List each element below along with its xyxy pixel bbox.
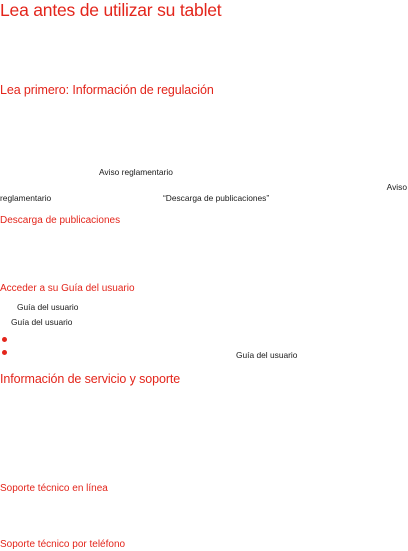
section-heading-downloads: Descarga de publicaciones <box>0 215 121 226</box>
bullet-icon <box>2 337 7 342</box>
bullet-icon <box>2 350 7 355</box>
page-title: Lea antes de utilizar su tablet <box>0 0 222 20</box>
aviso-reglamentario-ref: Aviso reglamentario <box>99 167 173 177</box>
phone-support-heading: Soporte técnico por teléfono <box>0 539 126 550</box>
user-guide-ref-1: Guía del usuario <box>17 302 79 312</box>
aviso-ref-start: Aviso <box>386 182 407 192</box>
user-guide-ref-3: Guía del usuario <box>236 350 298 360</box>
section-heading-user-guide: Acceder a su Guía del usuario <box>0 283 135 294</box>
section-heading-regulation: Lea primero: Información de regulación <box>0 83 214 97</box>
user-guide-ref-2: Guía del usuario <box>11 317 73 327</box>
online-support-heading: Soporte técnico en línea <box>0 483 108 494</box>
aviso-ref-end: reglamentario <box>0 193 52 203</box>
section-heading-support: Información de servicio y soporte <box>0 372 181 386</box>
descarga-publicaciones-ref: “Descarga de publicaciones” <box>163 193 270 203</box>
